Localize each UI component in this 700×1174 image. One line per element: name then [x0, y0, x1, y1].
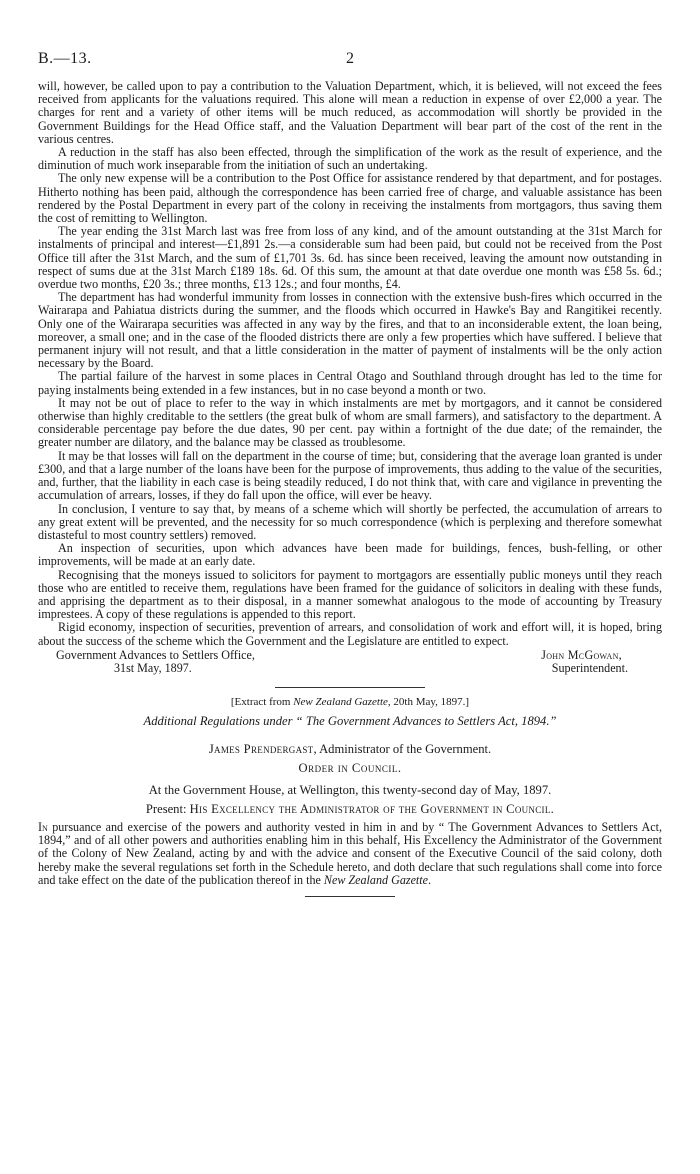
paragraph: In conclusion, I venture to say that, by means of a scheme which will shortly be perfected, the accumulation of arrears to any great extent will be prevented, and the necessity for so much correspondence (which is perplexing and therefore somewhat distasteful to most country settlers) removed. — [38, 501, 662, 542]
paragraph: Recognising that the moneys issued to solicitors for payment to mortgagors are essentially public moneys until they reach those who are entitled to receive them, regulations have been framed for the guidance of solicitors in dealing with these funds, and apprising the department as to their disposal, in a manner somewhat analogous to the mode of accounting by Treasury imprestees. A copy of these regulations is appended to this report. — [38, 567, 662, 622]
extract-suffix: , 20th May, 1897.] — [387, 695, 470, 708]
signature-title: Superintendent. — [551, 660, 628, 675]
paragraph: The year ending the 31st March last was free from loss of any kind, and of the amount outstanding at the 31st March for instalments of principal and interest—£1,891 2s.—a considerable sum had been paid, but could not be received from the Post Office till after the 31st March, and the sum of £1,701 3s. 6d. has since been received, leaving the amount now outstanding in respect of sums due at the 31st March £189 18s. 6d. Of this sum, the amount at that date overdue one month was £58 5s. 6d.; overdue two months, £20 3s.; three months, £13 12s.; and four months, £4. — [38, 224, 662, 292]
present-body: His Excellency the Administrator of the Government in Council. — [189, 801, 555, 816]
paragraph: It may not be out of place to refer to the way in which instalments are met by mortgagors, and it cannot be considered otherwise than highly creditable to the settlers (the great bulk of whom are small farmers), and satisfactory to the department. A considerable percentage pay before the due dates, 90 per cent. pay within a fortnight of the due date; of the remainder, the greater number are dilatory, and the balance may be classed as troublesome. — [38, 395, 662, 450]
paragraph: The only new expense will be a contribution to the Post Office for assistance rendered by that department, and for postages. Hitherto nothing has been paid, although the correspondence has been carried free of charge, and valuable assistance has been rendered by the Postal Department in every part of the colony in receiving the instalments from mortgagors, thus saving them the cost of remitting to Wellington. — [38, 171, 662, 226]
section-divider — [275, 687, 425, 688]
paragraph: A reduction in the staff has also been effected, through the simplification of the work as the result of experience, and the diminution of much work inseparable from the initiation of such an undertaking. — [38, 145, 662, 173]
report-body — [38, 80, 662, 897]
order-in-council-heading: Order in Council. — [298, 761, 402, 776]
closing-divider — [305, 896, 395, 897]
present-label: Present: — [145, 801, 190, 816]
administrator-line — [38, 743, 662, 756]
extract-prefix: [Extract from — [230, 695, 294, 708]
extract-gazette-name: New Zealand Gazette — [293, 695, 388, 708]
paragraph: An inspection of securities, upon which advances have been made for buildings, fences, bush-felling, or other improvements, will be made at an early date. — [38, 541, 662, 569]
gazette-extract-note — [38, 696, 662, 709]
paragraph: It may be that losses will fall on the department in the course of time; but, considering that the average loan granted is under £300, and that a large number of the loans have been for the purpose of improvements, thus adding to the value of the securities, and, further, that the liability in each case is being steadily reduced, I do not think that, with care and vigilance in preventing the accumulation of arrears, losses, if they do fall upon the office, will ever be heavy. — [38, 448, 662, 503]
signature-block — [38, 649, 662, 677]
pursuance-paragraph — [38, 821, 662, 887]
paragraph: The department has had wonderful immunity from losses in connection with the extensive bush-fires which occurred in the Wairarapa and Pahiatua districts during the summer, and the floods which occurred in Hawke's Bay and Rangitikei recently. Only one of the Wairarapa securities was affected in any way by the fires, and that to an inconsiderable extent, the loan being, moreover, a small one; and in the case of the flooded districts there are only a few properties which have suffered. I believe that permanent injury will not result, and that a little consideration in the matter of payment of instalments will be the only action necessary by the Board. — [38, 290, 662, 371]
report-reference: B.—13. — [38, 50, 92, 67]
paragraph: The partial failure of the harvest in some places in Central Otago and Southland through drought has led to the time for paying instalments being extended in a few instances, but in no case beyond a month or two. — [38, 369, 662, 397]
pursuance-lead: In — [38, 819, 48, 834]
pursuance-end: . — [428, 872, 432, 887]
present-line — [38, 803, 662, 816]
paragraph: will, however, be called upon to pay a contribution to the Valuation Department, which, it is believed, will not exceed the fees received from applicants for the valuations required. This alone will mean a reduction in expense of over £2,000 a year. The charges for rent and a variety of other items will be much reduced, as accommodation will shortly be provided in the Government Buildings for the Head Office staff, and the Valuation Department will bear part of the cost of the rent in the various centres. — [38, 79, 662, 146]
page-header — [38, 50, 662, 70]
signature-date: 31st May, 1897. — [114, 660, 192, 675]
administrator-name: James Prendergast — [208, 742, 314, 757]
regulations-title: Additional Regulations under “ The Government Advances to Settlers Act, 1894.” — [143, 713, 557, 728]
place-date-line: At the Government House, at Wellington, this twenty-second day of May, 1897. — [148, 782, 552, 797]
pursuance-gazette-name: New Zealand Gazette — [323, 872, 429, 887]
signature-office: Government Advances to Settlers Office, — [56, 647, 255, 662]
signature-name: John McGowan, — [541, 647, 622, 662]
paragraph: Rigid economy, inspection of securities, prevention of arrears, and consolidation of work and effort will, it is hoped, bring about the success of the scheme which the Government and the Legislature are entitled to expect. — [38, 620, 662, 648]
pursuance-text: pursuance and exercise of the powers and authority vested in him in and by “ The Government Advances to Settlers Act, 1894,” and of all other powers and authorities enabling him in this behalf, His Excellency the Administrator of the Government of the Colony of New Zealand, acting by and with the advice and consent of the Executive Council of the said colony, doth hereby make the several regulations set forth in the Schedule hereto, and doth declare that such regulations shall come into force and take effect on the date of the publication thereof in the — [38, 819, 662, 887]
page-number: 2 — [346, 50, 354, 67]
administrator-role: , Administrator of the Government. — [313, 742, 492, 757]
